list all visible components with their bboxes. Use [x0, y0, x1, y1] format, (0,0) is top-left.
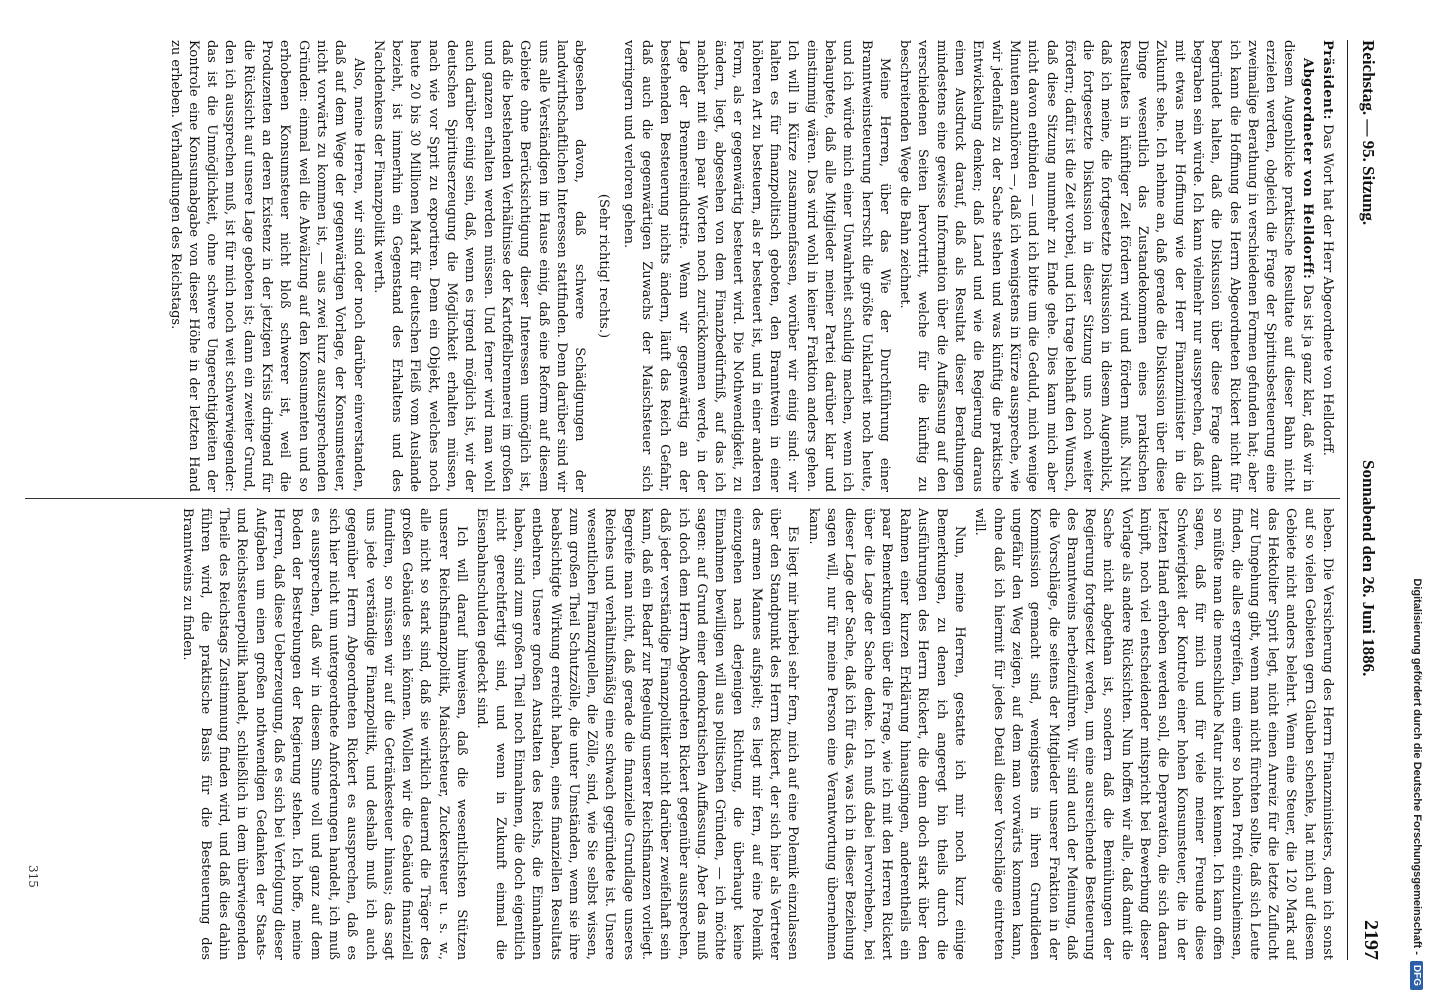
paragraph: Ich will darauf hinweisen, daß die wesentlichsten Stützen unserer Reichsfinanzpolitik, Maischsteuer, Zuckersteuer u. s. w., alle nicht so stark sind, daß sie wirklich dauernd die Träger des großen Gebäudes sein können. Wollen wir die Gebäude finanziell fundiren, so müssen wir auf die Getränkesteuer hinaus; das sagt uns jede verständige Finanzpolitik, und deshalb muß ich auch gegenüber Herrn Abgeordneten Rickert es aussprechen, daß es sich hier nicht um untergeordnete Anforderungen handelt, ich muß es aussprechen, daß wir in diesem Sinne voll und ganz auf dem Boden der Bestrebungen der Regierung stehen. Ich hoffe, meine Herren, daß diese Ueberzeugung, daß es sich bei Verfolgung dieser Aufgaben um einen großen nothwendigen Gedanken der Staats- und Reichssteuerpolitik handelt, schließlich in dem überwiegenden Theile des Reichstags Zustimmung finden wird, und daß dies dahin führen wird, die praktische Basis für die Besteuerung des Branntweins zu finden. [179, 508, 470, 960]
left-column [26, 40, 1336, 492]
interjection: (Sehr richtig! rechts.) [596, 193, 612, 339]
header-rule [1347, 40, 1348, 960]
paragraph: abgesehen davon, daß schwere Schädigungen der landwirthschaftlichen Interessen stattfinden. Denn darüber sind wir uns alle Verständigen im Hause einig, daß eine Reform auf diesem Gebiete ohne Berücksichtigung dieser Interessen unmöglich ist, daß die bestehenden Verhältnisse der Kartoffelbrennerei im großen und ganzen erhalten werden müssen. Und ferner wird man wohl auch darüber einig sein, daß, wenn es irgend möglich ist, wir der deutschen Spirituserzeugung die Möglichkeit erhalten müssen, nach wie vor Sprit zu exportiren. Denn ein Objekt, welches noch heute 20 bis 30 Millionen Mark für deutschen Fleiß vom Auslande bezieht, ist immerhin ein Gegenstand des Erhaltens und des Nachdenkens der Finanzpolitik werth. [370, 40, 588, 492]
speaker-name: Abgeordneter von Helldorff: [1299, 58, 1315, 280]
stamp-text: Digitalisierung gefördert durch die Deutsche Forschungsgemeinschaft - [1411, 578, 1423, 955]
right-column [26, 508, 1336, 960]
signature-mark: 315 [26, 865, 40, 888]
dfg-logo: DFG [1411, 961, 1424, 990]
paragraph: heben. Die Versicherung des Herrn Finanzministers, dem ich sonst auf so vielen Gebieten gern Glauben schenke, hat mich auf diesem Gebiete nicht anders belehrt. Wenn eine Steuer, die 120 Mark auf das Hektoliter Sprit legt, nicht einen Anreiz für die letzte Zuflucht zur Umgehung gibt, wenn man nicht fürchten sollte, daß sich Leute finden, die alles ergreifen, um einer so hohen Profit einzuheimsen, so müßte man die menschliche Natur nicht kennen. Ich kann offen sagen, daß für mich und für viele meiner Freunde diese Schwierigkeit der Kontrole einer hohen Konsumsteuer, die in der letzten Hand erhoben werden soll, die Depravation, die sich daran knüpft, noch viel entscheidender mitspricht bei Bewerbung dieser Vorlage als andere Rücksichten. Nun hoffen wir alle, daß damit die Sache nicht abgethan ist, sondern daß die Bemühungen der Regierung fortgesetzt werden, um eine ausreichende Besteuerung des Branntweins herbeizuführen. Wir sind auch der Meinung, daß die Vorschläge, die seitens der Mitglieder unserer Fraktion in der Kommission gemacht sind, wenigstens in ihren Grundideen ungefähr den Weg zeigen, auf dem man vorwärts kommen kann, ohne daß ich hiermit für jedes Detail dieser Vorschläge eintreten will. [972, 508, 1335, 960]
header-date: Sonnabend den 26. Juni 1886. [1359, 460, 1378, 677]
speech-text: Das ist ja ganz klar, daß wir in diesem Augenblicke praktische Resultate auf dieser Bahn nicht erzielen werden, obgleich die Frage der Spiritusbesteuerung eine zweimalige Berathung in verschiedenen Formen gefunden hat; aber ich kann die Hoffnung des Herrn Abgeordneten Rickert nicht für begründet halten, daß die Diskussion über diese Frage damit begraben sein würde. Ich kann vielmehr nur aussprechen, daß ich mit etwas mehr Hoffnung wie der Herr Finanzminister in die Zukunft sehe. Ich nehme an, daß gerade die Diskussion über diese Dinge wesentlich das Zustandekommen eines praktischen Resultates in künftiger Zeit fördern wird und fördern muß. Nicht daß ich meine, die fortgesetzte Diskussion in diesem Augenblick, die fortgesetzte Diskussion in dieser Sitzung uns noch weiter fördern; dafür ist die Zeit vorbei, und ich trage lebhaft den Wunsch, daß diese Sitzung nunmehr zu Ende gehe. Dies kann mich aber nicht davon entbinden — und ich bitte um die Geduld, mich wenige Minuten anzuhören —, daß ich wenigstens in Kürze ausspreche, wie wir jedenfalls zu der Sache stehen und was künftig die praktische Entwickelung denken; daß Land und wie die Regierung daraus einen Ausdruck darauf, daß als Resultat dieser Berathungen mindestens eine gewisse Information über die Auffassung auf den verschiedenen Seiten hervortritt, welche für die künftig zu beschreitenden Wege die Bahn zeichnet. [897, 40, 1315, 492]
paragraph: Also, meine Herren, wir sind oder noch darüber einverstanden, daß auf dem Wege der gegenwärtigen Vorlage, der Konsumsteuer, nicht vorwärts zu kommen ist, — aus zwei kurz auszusprechenden Gründen: einmal weil die Abwälzung auf den Konsumenten und so erhobenen Konsumsteuer nicht bloß schwerer ist, weil die Produzenten an deren Existenz in der jetzigen Krisis dringend für die Rücksicht auf unsere Lage geboten ist; dann ein zweiter Grund, den ich aussprechen muß, ist für mich noch weit schwerwiegender: das ist die Unmöglichkeit, ohne schwere Ungerechtigkeiten der Kontrole eine Konsumabgabe von dieser Höhe in der letzten Hand zu erheben. Verhandlungen des Reichstags. [167, 40, 366, 492]
paragraph: Es liegt mir hierbei sehr fern, mich auf eine Polemik einzulassen über den Standpunkt des Herrn Rickert, der sich hier als Vertreter des armen Mannes aufspielt; es liegt mir fern, auf eine Polemik einzugehen nach derjenigen Richtung, die überhaupt keine Einnahmen bewilligen will aus politischen Gründen, — ich möchte sagen: auf Grund einer demokratischen Auffassung. Aber das muß ich doch dem Herrn Abgeordneten Rickert gegenüber aussprechen, daß jeder verständige Finanzpolitiker nicht darüber zweifelhaft sein kann, daß ein Bedarf zur Regelung unserer Reichsfinanzen vorliegt. Begreife man nicht, daß gerade die finanzielle Grundlage unseres Reiches und verhältnißmäßig eine schwach gegründete ist. Unsere wesentlichen Finanzquellen, die Zölle, sind, wie Sie selbst wissen, zum großen Theil Schutzzölle, die unter Umständen, wenn sie ihre beabsichtigte Wirkung erreicht haben, eines finanziellen Resultats entbehren. Unsere großen Anstalten des Reichs, die Einnahmen haben, sind zum großen Theil noch Einnahmen, die doch eigentlich nicht gerechtfertigt sind, und wenn in Zukunft einmal die Eisenbahnschulden gedeckt sind. [474, 508, 801, 960]
paragraph: Nun, meine Herren, gestatte ich mir noch kurz einige Bemerkungen, zu denen ich angeregt bin theils durch die Ausführungen des Herrn Rickert, die denn doch stark über den Rahmen einer kurzen Erklärung hinausgingen, anderentheils ein paar Bemerkungen über die Frage, wie ich mit den Herren Rickert über die Lage der Sache denke. Ich muß dabei hervorheben, bei dieser Lage der Sache, daß ich für das, was ich in dieser Beziehung sagen will, nur für meine Person eine Verantwortung übernehmen kann. [805, 508, 968, 960]
column-divider [25, 498, 1340, 499]
speech-text: Das Wort hat der Herr Abgeordnete von Helldorff. [1320, 124, 1335, 456]
speaker-name: Präsident: [1320, 40, 1335, 120]
page-number: 2197 [1360, 920, 1382, 960]
paragraph [1318, 40, 1336, 492]
header-session: Reichstag. — 95. Sitzung. [1359, 40, 1378, 226]
page-header [1346, 40, 1382, 960]
paragraph [895, 40, 1316, 492]
digitization-stamp [1408, 0, 1430, 1000]
paragraph: Meine Herren, über das Wie der Durchführung einer Branntweinsteuerung herrscht die größte Unklarheit noch heute, und ich würde mich einer Unwahrheit schuldig machen, wenn ich behauptete, daß alle Mitglieder meiner Partei darüber klar und einstimmig wären. Das wird wohl in keiner Fraktion anders gehen. Ich will in Kürze zusammenfassen, worüber wir einig sind: wir halten es für finanzpolitisch geboten, den Branntwein in einer höheren Art zu besteuern, als er besteuert ist, und in einer anderen Form, als er gegenwärtig besteuert wird. Die Nothwendigkeit, zu ändern, liegt, abgesehen von dem Finanzbedürfniß, auf das ich nachher mit ein paar Worten noch zurückkommen werde, in der Lage der Brennereiindustrie. Wenn wir gegenwärtig an der bestehenden Besteuerung nichts ändern, läuft das Reich Gefahr, daß auch die gegenwärtigen Zuwachs der Maischsteuer sich verringern und verloren gehen. [620, 40, 892, 492]
